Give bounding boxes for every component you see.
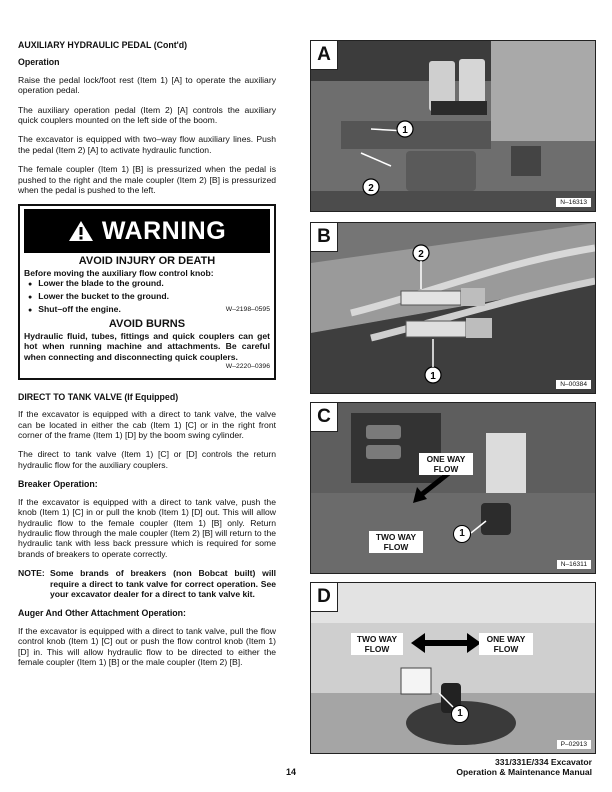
figure-letter: B — [311, 223, 338, 252]
two-way-flow-label: TWO WAY FLOW — [351, 633, 403, 655]
callout-2-label: 2 — [368, 183, 374, 194]
breaker-paragraph: If the excavator is equipped with a direct to tank valve, push the knob (Item 1) [C] in or pull the knob (Item 1) [D] out. This will allow hydraulic flow to the female coupler (Item 1) [B] only. Return hydraulic flow through the male coupler (Item 2) [B] will return to the hydraulic tank with less back pressure which is required for some brands of breakers to operate correctly. — [18, 496, 276, 559]
figure-code: N–16311 — [557, 560, 591, 569]
operation-paragraph: The auxiliary operation pedal (Item 2) [A] controls the auxiliary quick couplers mounted on the left side of the boom. — [18, 104, 276, 126]
figure-b — [310, 222, 596, 394]
warning-burns-text: Hydraulic fluid, tubes, fittings and quick couplers can get hot when running machine and attachments. Be careful when connecting and disconnecting quick couplers. — [24, 330, 270, 362]
warning-intro: Before moving the auxiliary flow control knob: — [24, 267, 214, 278]
warning-triangle-icon — [68, 220, 94, 242]
operation-paragraph: Raise the pedal lock/foot rest (Item 1) [A] to operate the auxiliary operation pedal. — [18, 74, 276, 96]
section-heading: AUXILIARY HYDRAULIC PEDAL (Cont'd) — [18, 40, 188, 50]
figure-d — [310, 582, 596, 754]
callout-1: 1 — [451, 705, 469, 723]
warning-bullet: ● Lower the blade to the ground. — [28, 278, 270, 291]
breaker-heading: Breaker Operation: — [18, 479, 98, 490]
warning-title-injury: AVOID INJURY OR DEATH — [78, 255, 216, 268]
figure-code: P–02913 — [557, 740, 591, 749]
figure-letter: D — [311, 583, 338, 612]
manual-title-line2: Operation & Maintenance Manual — [456, 767, 592, 778]
callout-1-label: 1 — [402, 125, 408, 136]
one-way-flow-label: ONE WAY FLOW — [479, 633, 533, 655]
callout-1: 1 — [453, 525, 471, 543]
warning-bullet-text: Shut–off the engine. — [38, 303, 121, 314]
direct-paragraph: If the excavator is equipped with a direct to tank valve, the valve can be located in either the cab (Item 1) [C] or in the right front corner of the frame (Item 1) [D] by the boom swing cylinder. — [18, 409, 276, 441]
figure-code: N–16313 — [556, 198, 591, 207]
warning-body — [24, 268, 270, 316]
callout-2-label: 2 — [418, 249, 424, 260]
figure-b-photo — [311, 223, 595, 393]
warning-bullet — [28, 304, 270, 317]
direct-tank-heading: DIRECT TO TANK VALVE (If Equipped) — [18, 391, 179, 402]
operation-paragraph: The excavator is equipped with two–way flow auxiliary lines. Push the pedal (Item 2) [A] to activate hydraulic function. — [18, 134, 276, 155]
figure-a-photo — [311, 41, 595, 211]
warning-bullet: ● Lower the bucket to the ground. — [28, 291, 270, 304]
callout-1-label: 1 — [430, 371, 436, 382]
warning-code: W–2198–0595 — [225, 305, 270, 313]
one-way-flow-label: ONE WAY FLOW — [419, 453, 473, 475]
figure-d-photo — [311, 583, 595, 753]
auger-heading: Auger And Other Attachment Operation: — [18, 608, 186, 619]
figure-code: N–00384 — [556, 380, 591, 389]
note-block — [18, 568, 276, 599]
auger-paragraph: If the excavator is equipped with a direct to tank valve, pull the flow control knob (Item 1) [C] out or push the flow control knob (Item 1) [D] in. This will allow hydraulic flow to be directed to either the female coupler (Item 1) [B] or the male coupler (Item 2) [B]. — [18, 625, 276, 667]
operation-paragraph: The female coupler (Item 1) [B] is pressurized when the pedal is pushed to the right and the male coupler (Item 2) [B] is pressurized when the pedal is pushed to the left. — [18, 164, 276, 196]
operation-heading: Operation — [18, 57, 60, 68]
figure-a — [310, 40, 596, 212]
warning-banner-text: WARNING — [101, 217, 227, 246]
warning-bullet-list — [24, 278, 270, 316]
note-text: Some brands of breakers (non Bobcat built) will require a direct to tank valve for correct operation. See your excavator dealer for a direct to tank valve kit. — [50, 568, 276, 599]
figure-c-photo — [311, 403, 595, 573]
manual-title — [456, 757, 592, 778]
warning-banner — [24, 209, 270, 253]
manual-title-line1: 331/331E/334 Excavator — [495, 757, 592, 767]
warning-box — [18, 204, 276, 379]
direct-paragraph: The direct to tank valve (Item 1) [C] or [D] controls the return hydraulic flow for the auxiliary couplers. — [18, 449, 276, 470]
figure-letter: C — [311, 403, 338, 432]
two-way-flow-label: TWO WAY FLOW — [369, 531, 423, 553]
note-label: NOTE: — [18, 568, 45, 579]
figure-c — [310, 402, 596, 574]
figure-letter: A — [311, 41, 338, 70]
page-number: 14 — [286, 767, 297, 777]
left-column-top — [18, 40, 276, 676]
warning-title-burns: AVOID BURNS — [108, 318, 186, 331]
warning-code: W–2220–0396 — [225, 363, 270, 371]
